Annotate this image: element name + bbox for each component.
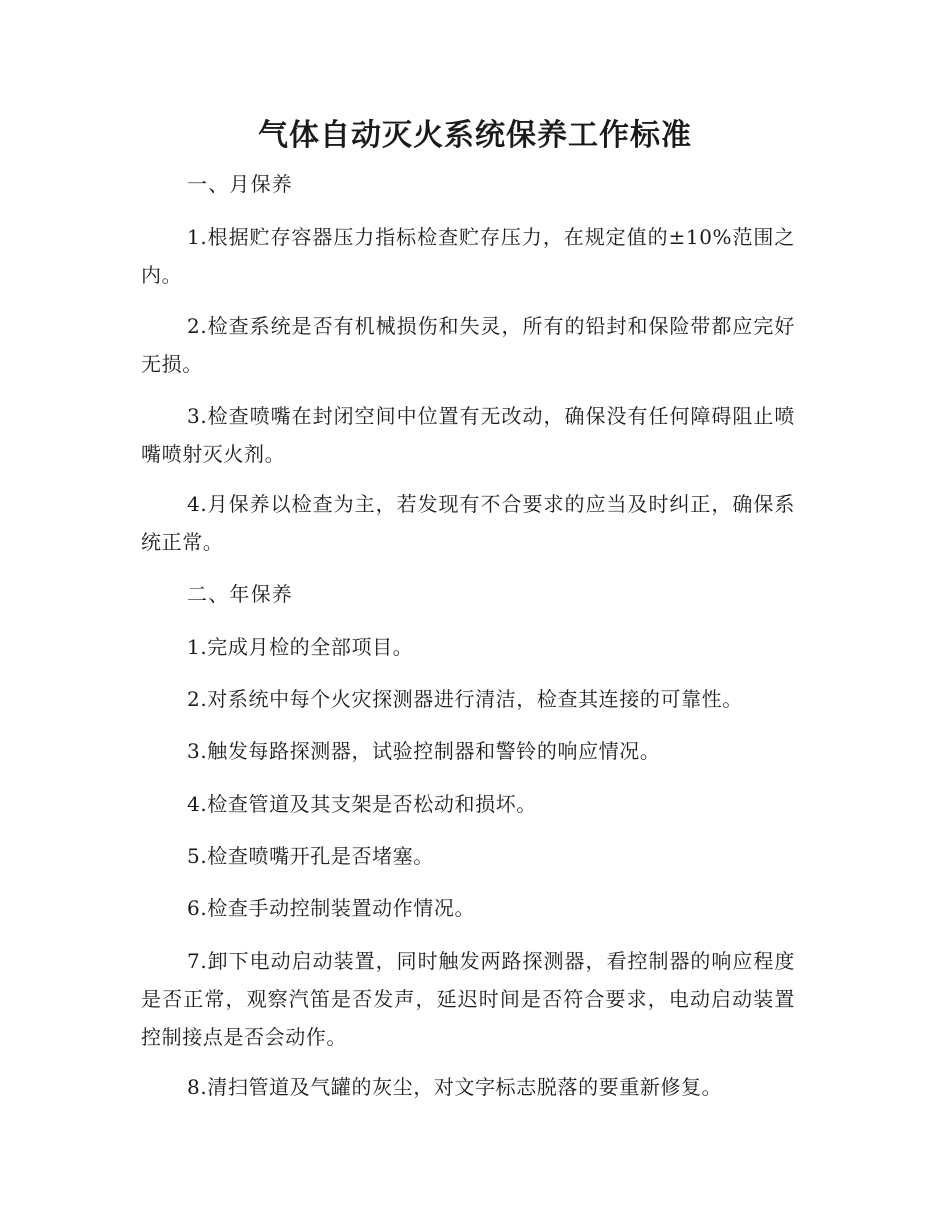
annual-item-5: 5.检查喷嘴开孔是否堵塞。: [187, 844, 434, 868]
monthly-item-1: 1.根据贮存容器压力指标检查贮存压力，在规定值的±10%范围之内。: [141, 225, 795, 287]
section-heading-monthly: 一、月保养: [187, 172, 293, 196]
monthly-item-4: 4.月保养以检查为主，若发现有不合要求的应当及时纠正，确保系统正常。: [141, 492, 795, 554]
annual-item-7: 7.卸下电动启动装置，同时触发两路探测器，看控制器的响应程度是否正常，观察汽笛是否发声，延迟时间是否符合要求，电动启动装置控制接点是否会动作。: [141, 949, 795, 1049]
section-heading-annual: 二、年保养: [187, 582, 293, 606]
annual-item-4: 4.检查管道及其支架是否松动和损坏。: [187, 792, 537, 816]
monthly-item-3: 3.检查喷嘴在封闭空间中位置有无改动，确保没有任何障碍阻止喷嘴喷射灭火剂。: [141, 404, 795, 466]
annual-item-8: 8.清扫管道及气罐的灰尘，对文字标志脱落的要重新修复。: [187, 1075, 723, 1099]
annual-item-6: 6.检查手动控制装置动作情况。: [187, 896, 476, 920]
annual-item-1: 1.完成月检的全部项目。: [187, 635, 414, 659]
annual-item-3: 3.触发每路探测器，试验控制器和警铃的响应情况。: [187, 739, 661, 763]
annual-item-2: 2.对系统中每个火灾探测器进行清洁，检查其连接的可靠性。: [187, 687, 743, 711]
document-title: 气体自动灭火系统保养工作标准: [258, 118, 692, 153]
monthly-item-2: 2.检查系统是否有机械损伤和失灵，所有的铅封和保险带都应完好无损。: [141, 314, 795, 376]
